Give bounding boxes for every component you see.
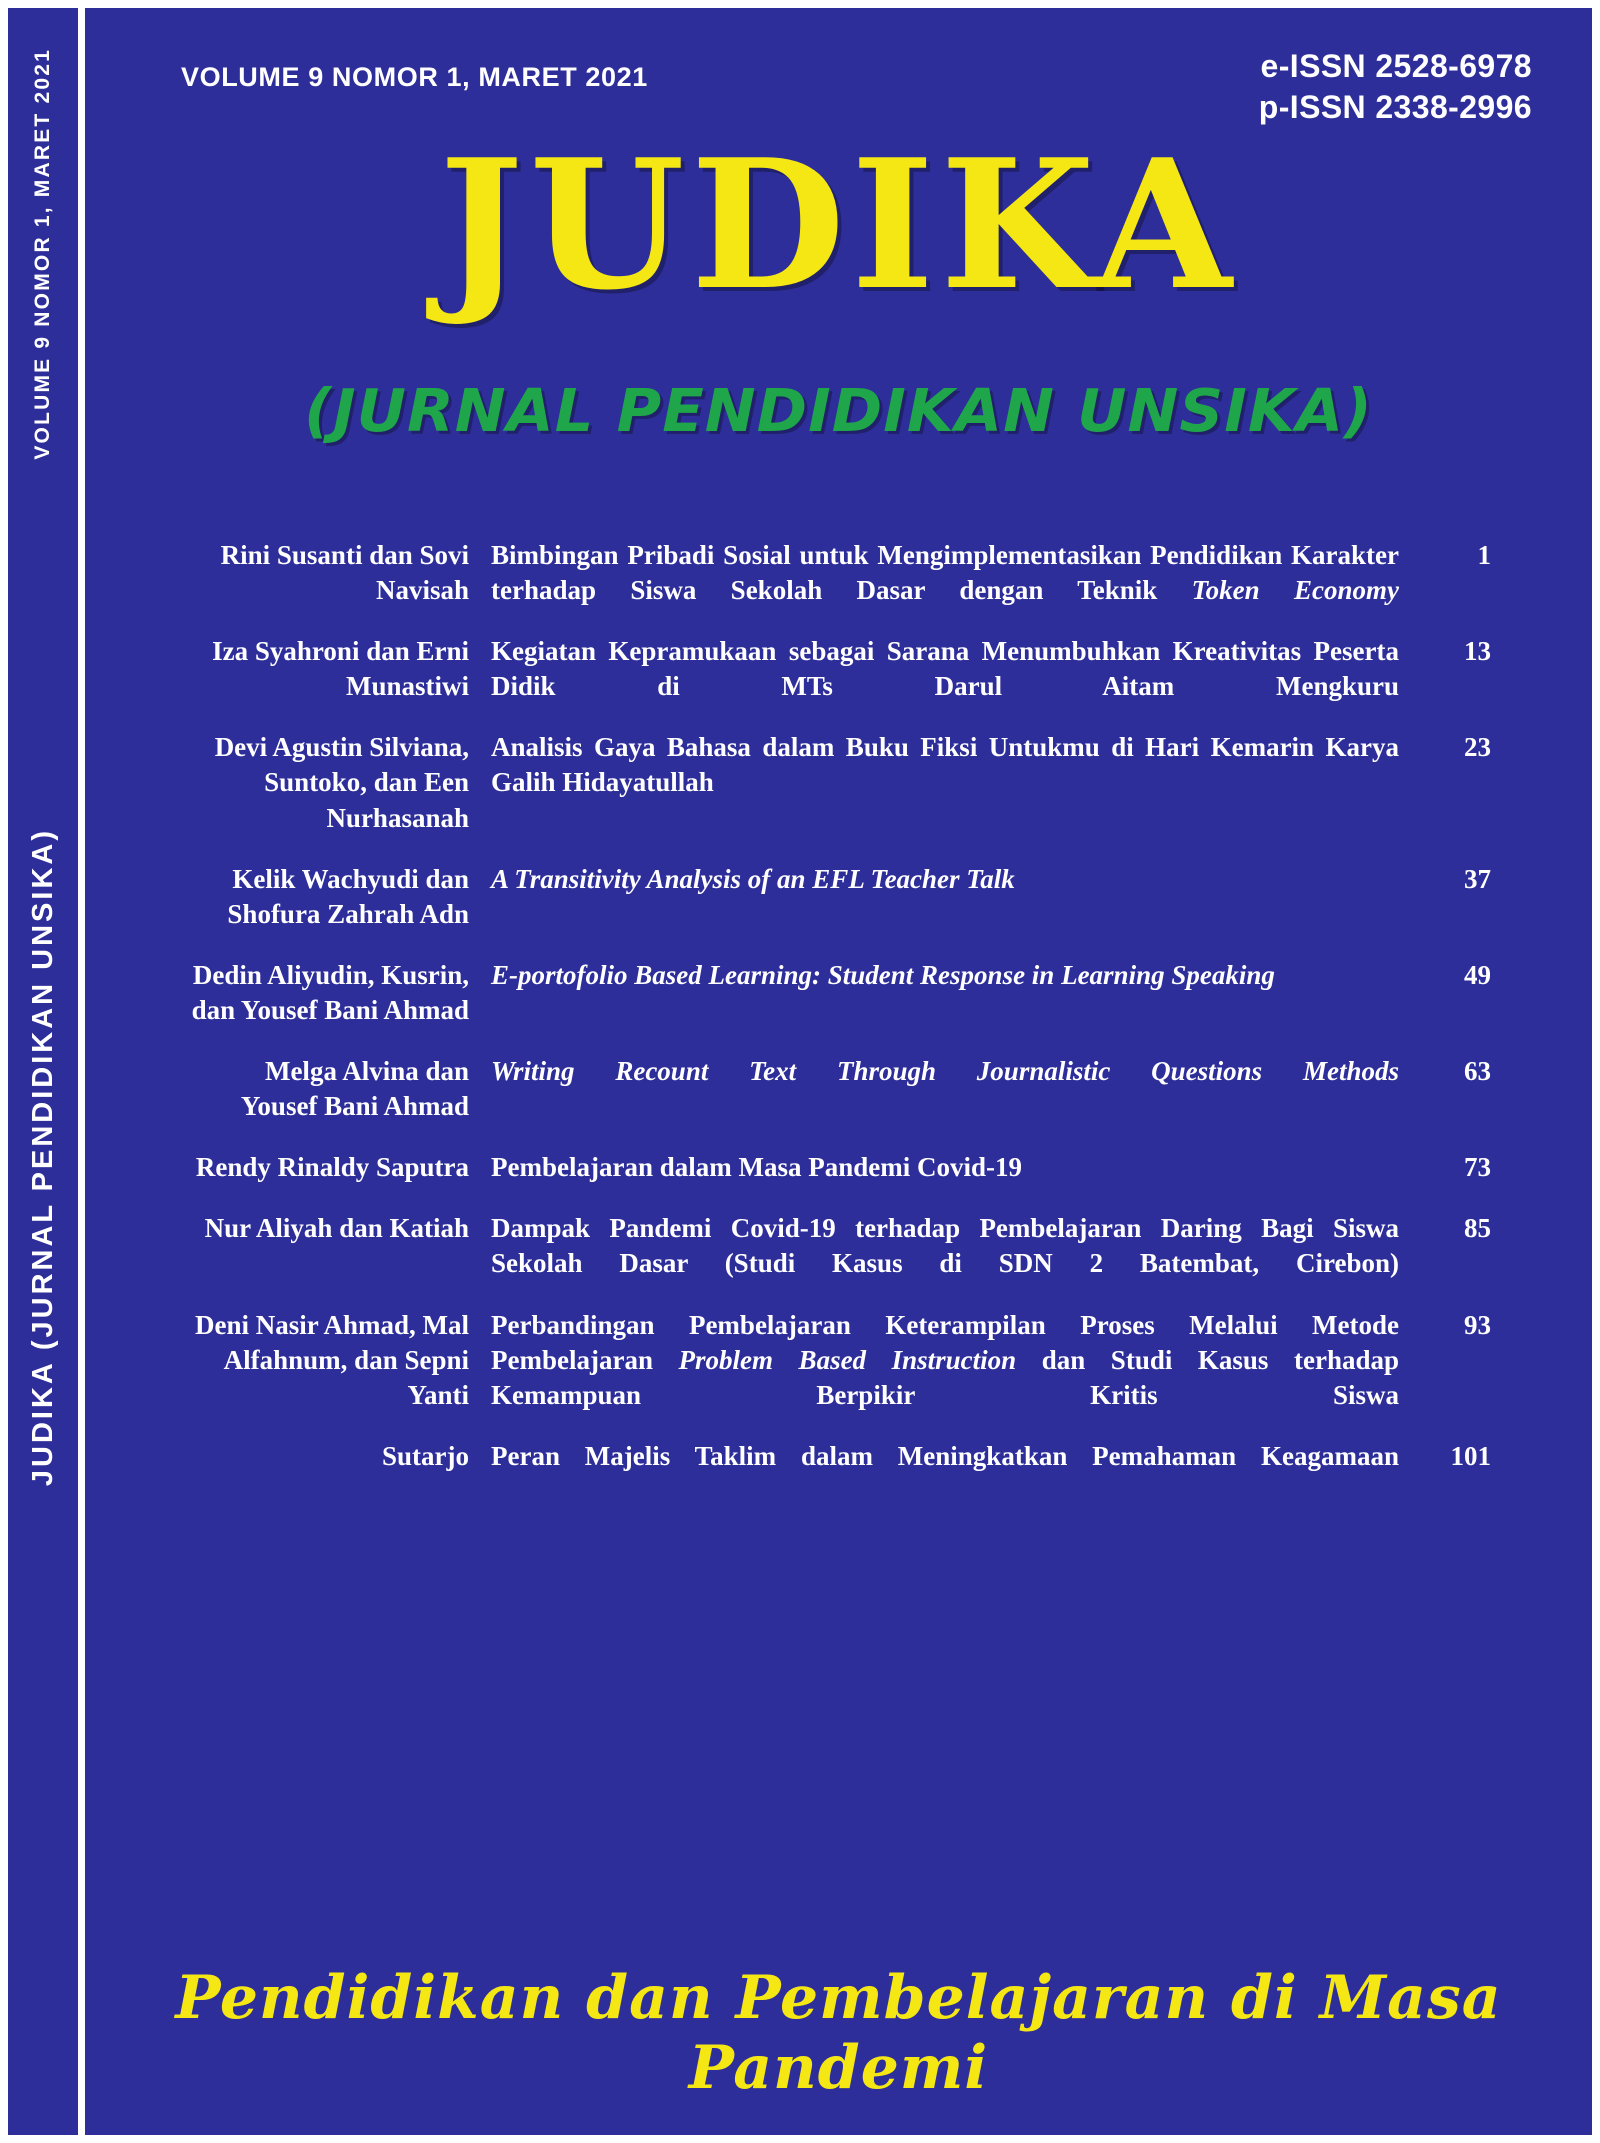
journal-title: JUDIKA	[439, 120, 1238, 329]
toc-title	[491, 1308, 1417, 1413]
journal-subtitle: (JURNAL PENDIDIKAN UNSIKA)	[304, 376, 1373, 445]
volume-label: VOLUME 9 NOMOR 1, MARET 2021	[181, 62, 648, 92]
toc-page: 13	[1464, 636, 1491, 667]
toc-page: 63	[1464, 1056, 1491, 1087]
toc-entry	[191, 538, 1491, 608]
toc-page: 101	[1450, 1440, 1491, 1471]
toc-authors: Nur Aliyah dan Katiah	[204, 1213, 469, 1244]
toc-authors: Sutarjo	[382, 1440, 469, 1471]
toc-entry	[191, 862, 1491, 932]
toc-page: 73	[1464, 1152, 1491, 1183]
toc-title-plain: Analisis Gaya Bahasa dalam Buku Fiksi Untukmu di Hari Kemarin Karya Galih Hidayatullah	[491, 732, 1399, 798]
toc-authors: Dedin Aliyudin, Kusrin, dan Yousef Bani Ahmad	[191, 959, 469, 1025]
pissn-label: p-ISSN 2338-2996	[1258, 88, 1532, 125]
cover-tagline: Pendidikan dan Pembelajaran di Masa Pandemi	[175, 1963, 1502, 2103]
spine-journal-name-text: JUDIKA (JURNAL PENDIDIKAN UNSIKA)	[26, 828, 59, 1487]
toc-entry	[191, 1211, 1491, 1281]
toc-page: 49	[1464, 959, 1491, 990]
spine-divider	[78, 8, 85, 2135]
spine-journal-name	[8, 828, 78, 2028]
toc-title	[491, 1150, 1417, 1185]
toc-title	[491, 634, 1417, 704]
toc-page: 1	[1477, 540, 1491, 570]
table-of-contents	[191, 538, 1491, 1500]
toc-entry	[191, 1054, 1491, 1124]
toc-title	[491, 862, 1417, 897]
toc-title-plain: Peran Majelis Taklim dalam Meningkatkan Pemahaman Keagamaan	[491, 1440, 1399, 1471]
toc-authors: Iza Syahroni dan Erni Munastiwi	[212, 636, 469, 702]
toc-title	[491, 730, 1417, 800]
toc-title	[491, 1054, 1417, 1089]
toc-title-italic: Problem Based Instruction	[678, 1344, 1017, 1375]
eissn-label: e-ISSN 2528-6978	[1260, 48, 1532, 84]
toc-authors: Rendy Rinaldy Saputra	[195, 1152, 469, 1183]
toc-title-plain: Bimbingan Pribadi Sosial untuk Mengimplementasikan Pendidikan Karakter terhadap Siswa Sekolah Dasar dengan Teknik	[491, 540, 1399, 606]
toc-authors: Melga Alvina dan Yousef Bani Ahmad	[240, 1056, 469, 1122]
toc-title-plain: Dampak Pandemi Covid-19 terhadap Pembelajaran Daring Bagi Siswa Sekolah Dasar (Studi Kasus di SDN 2 Batembat, Cirebon)	[491, 1213, 1399, 1279]
spine	[8, 8, 78, 2135]
toc-entry	[191, 958, 1491, 1028]
toc-authors: Rini Susanti dan Sovi Navisah	[220, 540, 469, 606]
toc-title-italic: Token Economy	[1191, 575, 1399, 606]
cover-content	[85, 8, 1592, 2135]
toc-authors: Deni Nasir Ahmad, Mal Alfahnum, dan Sepni Yanti	[194, 1309, 469, 1410]
toc-entry	[191, 1308, 1491, 1413]
toc-title-italic: E-portofolio Based Learning: Student Response in Learning Speaking	[491, 959, 1275, 990]
toc-title-plain: Perbandingan Pembelajaran Keterampilan Proses Melalui Metode Pembelajaran	[491, 1309, 1399, 1375]
toc-title-plain: Pembelajaran dalam Masa Pandemi Covid-19	[491, 1152, 1022, 1183]
toc-entry	[191, 730, 1491, 835]
toc-page: 37	[1464, 863, 1491, 894]
toc-title	[491, 1211, 1417, 1281]
toc-title-plain-2: dan Studi Kasus terhadap Kemampuan Berpikir Kritis Siswa	[491, 1344, 1399, 1410]
toc-title	[491, 538, 1417, 608]
issn-block	[1259, 46, 1532, 128]
toc-title-italic: Writing Recount Text Through Journalistic Questions Methods	[491, 1056, 1399, 1087]
spine-volume-text: VOLUME 9 NOMOR 1, MARET 2021	[31, 48, 54, 460]
toc-page: 93	[1464, 1309, 1491, 1340]
toc-entry	[191, 1150, 1491, 1185]
toc-title-italic: A Transitivity Analysis of an EFL Teacher Talk	[491, 863, 1015, 894]
toc-entry	[191, 634, 1491, 704]
toc-title	[491, 958, 1417, 993]
toc-authors: Devi Agustin Silviana, Suntoko, dan Een Nurhasanah	[214, 732, 469, 833]
toc-page: 85	[1464, 1213, 1491, 1244]
toc-title-plain: Kegiatan Kepramukaan sebagai Sarana Menumbuhkan Kreativitas Peserta Didik di MTs Darul Aitam Mengkuru	[491, 636, 1399, 702]
toc-authors: Kelik Wachyudi dan Shofura Zahrah Adn	[227, 863, 469, 929]
toc-page: 23	[1464, 732, 1491, 763]
toc-entry	[191, 1439, 1491, 1474]
toc-title	[491, 1439, 1417, 1474]
